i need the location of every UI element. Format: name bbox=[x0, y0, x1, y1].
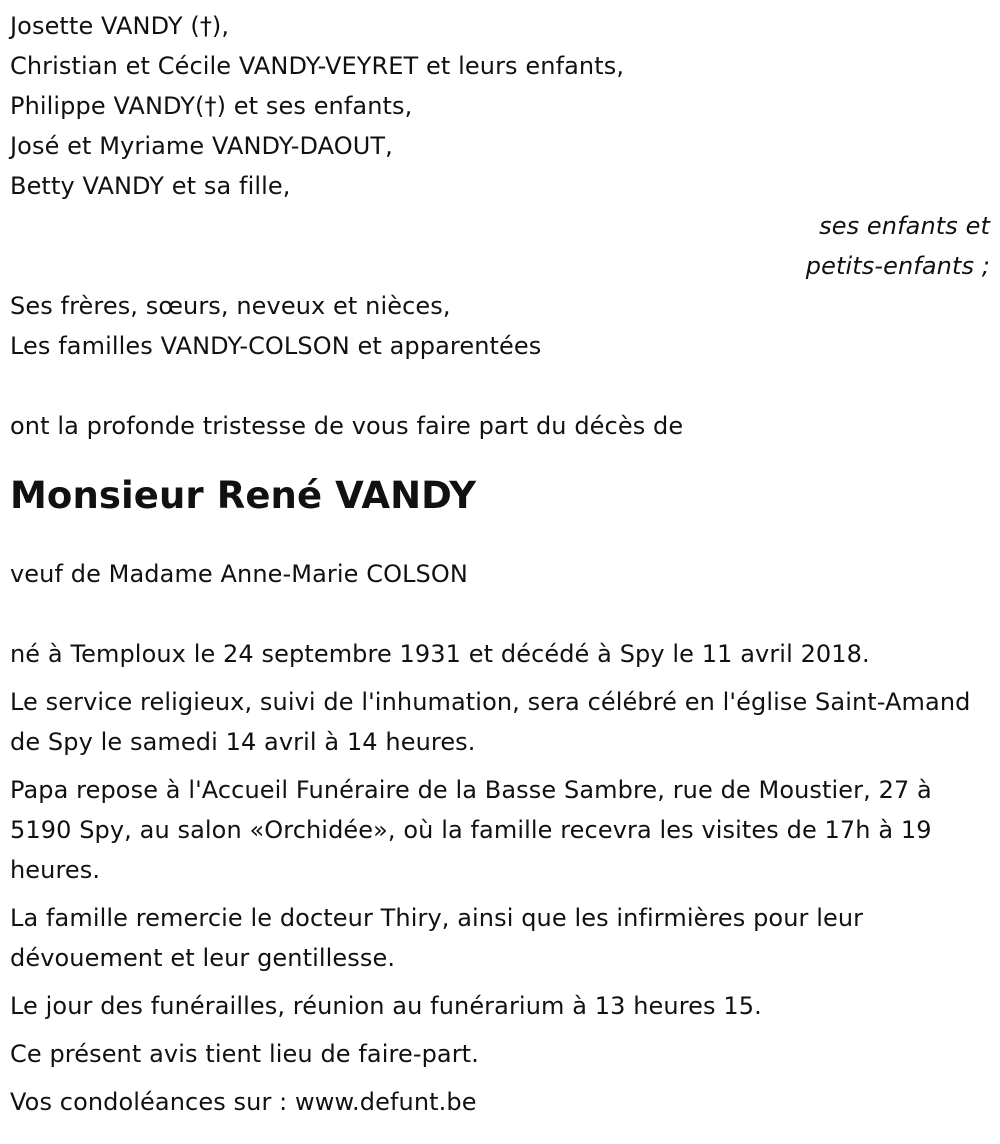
extended-family-line: Les familles VANDY-COLSON et apparentées bbox=[10, 332, 542, 360]
viewing-paragraph: Papa repose à l'Accueil Funéraire de la Basse Sambre, rue de Moustier, 27 à 5190 Spy, au salon «Orchidée», où la famille recevra les visites de 17h à 19 heures. bbox=[10, 776, 932, 884]
extended-family-list bbox=[10, 286, 990, 366]
widower-text: veuf de Madame Anne-Marie COLSON bbox=[10, 560, 468, 588]
obituary-notice bbox=[10, 6, 990, 1122]
deceased-name: Monsieur René VANDY bbox=[10, 474, 477, 517]
spacer bbox=[10, 524, 990, 554]
announcement-text: ont la profonde tristesse de vous faire part du décès de bbox=[10, 412, 684, 440]
notice-paragraph: Ce présent avis tient lieu de faire-part. bbox=[10, 1040, 479, 1068]
relation-note bbox=[10, 206, 990, 286]
relation-line: ses enfants et bbox=[819, 212, 990, 240]
service-paragraph: Le service religieux, suivi de l'inhumation, sera célébré en l'église Saint-Amand de Spy le samedi 14 avril à 14 heures. bbox=[10, 688, 971, 756]
relation-line: petits-enfants ; bbox=[805, 252, 990, 280]
gathering-paragraph: Le jour des funérailles, réunion au funérarium à 13 heures 15. bbox=[10, 992, 762, 1020]
spacer bbox=[10, 366, 990, 406]
thanks-paragraph: La famille remercie le docteur Thiry, ainsi que les infirmières pour leur dévouement et leur gentillesse. bbox=[10, 904, 864, 972]
spacer bbox=[10, 594, 990, 634]
family-line: José et Myriame VANDY-DAOUT, bbox=[10, 132, 393, 160]
family-line: Betty VANDY et sa fille, bbox=[10, 172, 291, 200]
extended-family-line: Ses frères, sœurs, neveux et nièces, bbox=[10, 292, 451, 320]
family-list bbox=[10, 6, 990, 206]
family-line: Christian et Cécile VANDY-VEYRET et leurs enfants, bbox=[10, 52, 625, 80]
family-line: Philippe VANDY(†) et ses enfants, bbox=[10, 92, 413, 120]
birth-death-paragraph: né à Temploux le 24 septembre 1931 et décédé à Spy le 11 avril 2018. bbox=[10, 640, 870, 668]
condolences-paragraph: Vos condoléances sur : www.defunt.be bbox=[10, 1088, 477, 1116]
family-line: Josette VANDY (†), bbox=[10, 12, 230, 40]
details-section bbox=[10, 634, 990, 1122]
